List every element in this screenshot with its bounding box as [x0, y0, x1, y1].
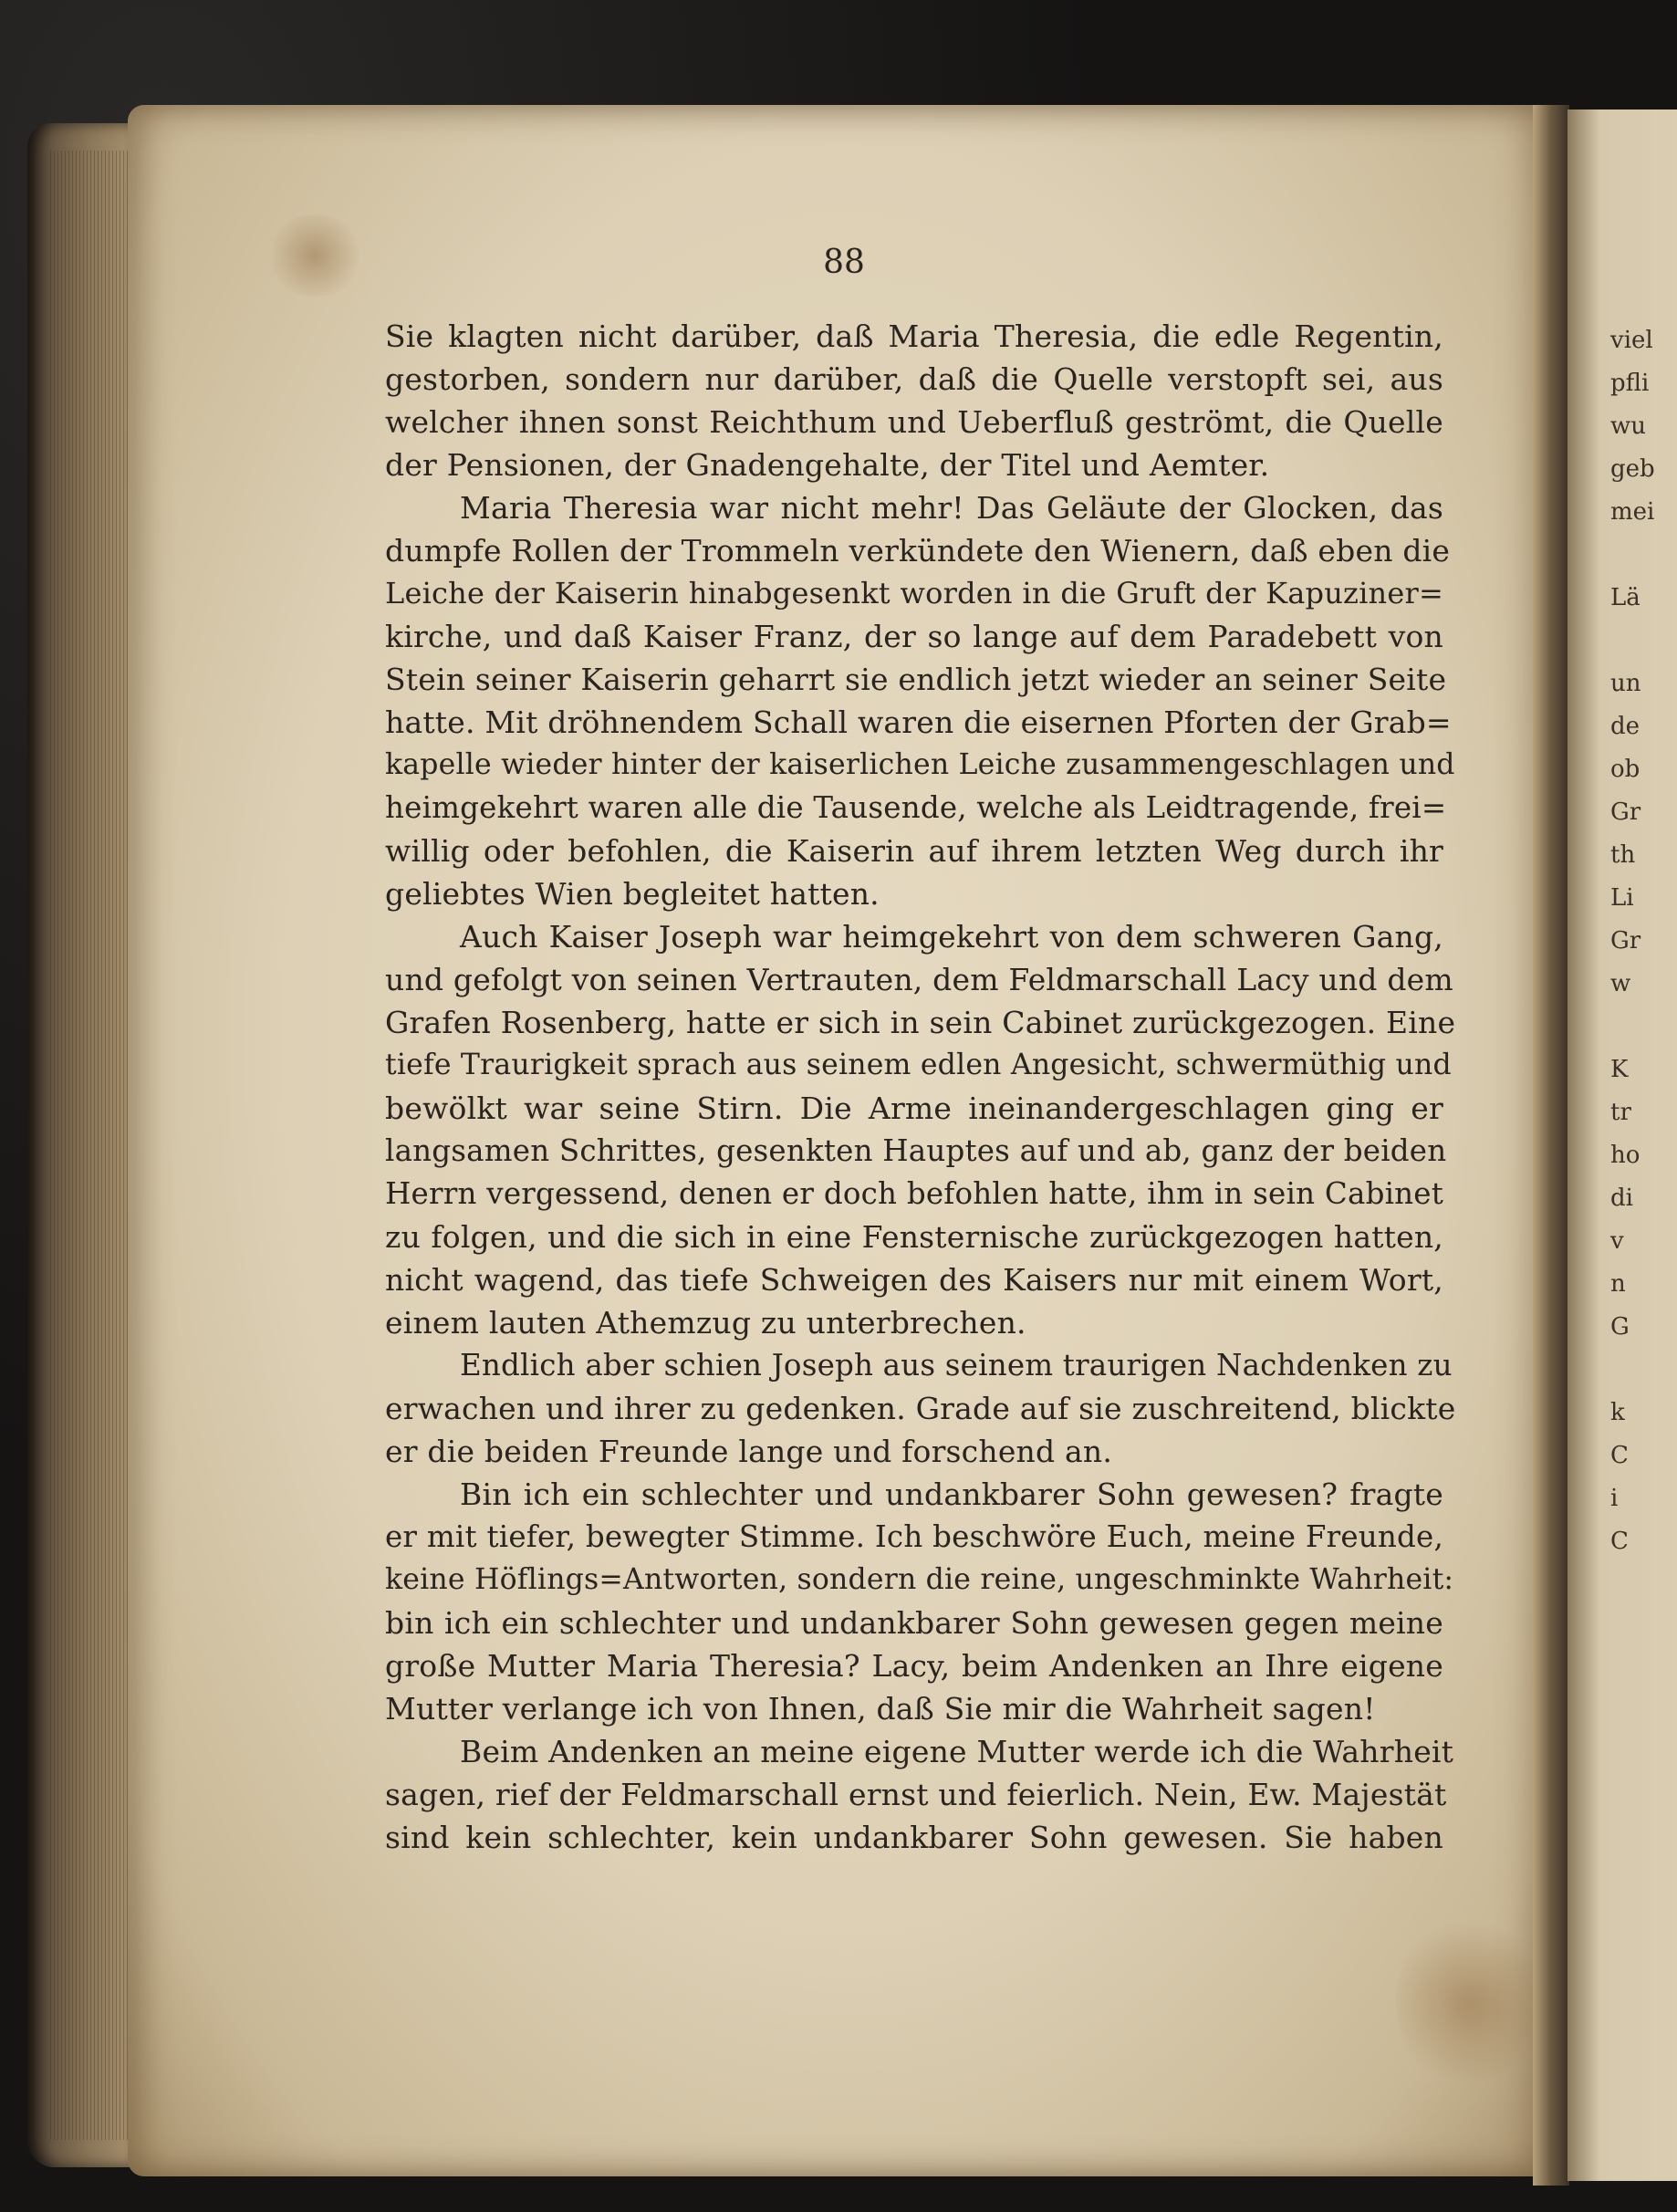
- right-page-fragment: C: [1610, 1528, 1629, 1555]
- text-line: Herrn vergessend, denen er doch befohlen hatte, ihm in sein Cabinet: [385, 1176, 1443, 1211]
- right-page-fragment: C: [1610, 1442, 1629, 1469]
- right-page-fragment: Lä: [1610, 584, 1641, 611]
- text-line: sind kein schlechter, kein undankbarer Sohn gewesen. Sie haben: [385, 1820, 1443, 1855]
- right-page-fragment: de: [1610, 713, 1641, 740]
- right-page-fragment: Li: [1610, 884, 1634, 912]
- text-line: geliebtes Wien begleitet hatten.: [385, 876, 880, 912]
- right-page-fragment: ho: [1610, 1142, 1641, 1169]
- text-line: der Pensionen, der Gnadengehalte, der Titel und Aemter.: [385, 447, 1270, 483]
- right-page-fragment: pfli: [1610, 370, 1650, 397]
- right-page-fragment: [1610, 620, 1647, 663]
- text-line: dumpfe Rollen der Trommeln verkündete den Wienern, daß eben die: [385, 533, 1451, 569]
- text-line: einem lauten Athemzug zu unterbrechen.: [385, 1305, 1026, 1341]
- book-gutter: [1533, 105, 1569, 2186]
- right-page-fragment: geb: [1610, 455, 1655, 483]
- right-page-fragment: w: [1610, 970, 1631, 997]
- text-line: sagen, rief der Feldmarschall ernst und feierlich. Nein, Ew. Majestät: [385, 1777, 1447, 1812]
- text-line: Mutter verlange ich von Ihnen, daß Sie mir die Wahrheit sagen!: [385, 1691, 1376, 1727]
- right-page-fragment: th: [1610, 841, 1636, 869]
- text-line: hatte. Mit dröhnendem Schall waren die eisernen Pforten der Grab=: [385, 704, 1452, 740]
- right-page-fragment: [1610, 534, 1647, 577]
- right-page-fragment: [1610, 1349, 1647, 1392]
- right-page-fragment: Gr: [1610, 798, 1641, 826]
- right-page-fragment: i: [1610, 1485, 1619, 1512]
- text-line: tiefe Traurigkeit sprach aus seinem edlen Angesicht, schwermüthig und: [385, 1049, 1452, 1081]
- text-line: heimgekehrt waren alle die Tausende, welche als Leidtragende, frei=: [385, 790, 1447, 825]
- text-line: bewölkt war seine Stirn. Die Arme ineinandergeschlagen ging er: [385, 1090, 1443, 1126]
- text-line: keine Höflings=Antworten, sondern die reine, ungeschminkte Wahrheit:: [385, 1563, 1454, 1596]
- text-line: Auch Kaiser Joseph war heimgekehrt von dem schweren Gang,: [460, 919, 1443, 955]
- right-page-fragment: Gr: [1610, 927, 1641, 955]
- text-line: er mit tiefer, bewegter Stimme. Ich beschwöre Euch, meine Freunde,: [385, 1519, 1443, 1554]
- right-page-fragment: K: [1610, 1056, 1629, 1083]
- text-line: gestorben, sondern nur darüber, daß die Quelle verstopft sei, aus: [385, 361, 1443, 397]
- text-line: bin ich ein schlechter und undankbarer Sohn gewesen gegen meine: [385, 1605, 1443, 1641]
- text-line: Stein seiner Kaiserin geharrt sie endlich jetzt wieder an seiner Seite: [385, 662, 1447, 697]
- text-line: Beim Andenken an meine eigene Mutter werde ich die Wahrheit: [460, 1734, 1454, 1769]
- text-line: kirche, und daß Kaiser Franz, der so lange auf dem Paradebett von: [385, 619, 1443, 654]
- right-page-fragment: un: [1610, 670, 1641, 697]
- right-page-fragment: [1610, 1006, 1647, 1049]
- text-line: welcher ihnen sonst Reichthum und Ueberfluß geströmt, die Quelle: [385, 404, 1443, 440]
- right-page-fragment: mei: [1610, 498, 1655, 526]
- text-line: Leiche der Kaiserin hinabgesenkt worden in die Gruft der Kapuziner=: [385, 576, 1443, 610]
- text-line: Bin ich ein schlechter und undankbarer Sohn gewesen? fragte: [460, 1476, 1443, 1512]
- right-page-fragment: wu: [1610, 412, 1646, 440]
- text-line: große Mutter Maria Theresia? Lacy, beim Andenken an Ihre eigene: [385, 1648, 1443, 1684]
- right-page-fragment: n: [1610, 1270, 1626, 1298]
- body-text: [385, 315, 1456, 1859]
- page-number: 88: [823, 244, 865, 281]
- text-line: Sie klagten nicht darüber, daß Maria Theresia, die edle Regentin,: [385, 318, 1443, 354]
- right-page-fragment: viel: [1610, 327, 1653, 354]
- right-page-fragment: ob: [1610, 756, 1641, 783]
- text-line: Maria Theresia war nicht mehr! Das Geläute der Glocken, das: [460, 490, 1443, 526]
- text-line: langsamen Schrittes, gesenkten Hauptes auf und ab, ganz der beiden: [385, 1133, 1447, 1168]
- text-line: zu folgen, und die sich in eine Fensternische zurückgezogen hatten,: [385, 1219, 1443, 1255]
- text-line: und gefolgt von seinen Vertrauten, dem Feldmarschall Lacy und dem: [385, 962, 1453, 997]
- text-line: Grafen Rosenberg, hatte er sich in sein Cabinet zurückgezogen. Eine: [385, 1005, 1456, 1040]
- right-page-fragment: di: [1610, 1184, 1633, 1212]
- text-line: kapelle wieder hinter der kaiserlichen Leiche zusammengeschlagen und: [385, 748, 1455, 781]
- text-line: willig oder befohlen, die Kaiserin auf ihrem letzten Weg durch ihr: [385, 833, 1443, 869]
- right-page-fragment: tr: [1610, 1099, 1631, 1126]
- text-line: nicht wagend, das tiefe Schweigen des Kaisers nur mit einem Wort,: [385, 1262, 1443, 1298]
- page-stain: [1396, 1912, 1542, 2094]
- text-line: Endlich aber schien Joseph aus seinem traurigen Nachdenken zu: [460, 1348, 1453, 1382]
- text-line: erwachen und ihrer zu gedenken. Grade auf sie zuschreitend, blickte: [385, 1391, 1456, 1426]
- right-page-fragment: k: [1610, 1399, 1625, 1426]
- right-page-fragment: G: [1610, 1313, 1630, 1341]
- text-line: er die beiden Freunde lange und forschend an.: [385, 1434, 1113, 1469]
- right-page-fragments: [1610, 319, 1655, 1563]
- right-page-fragment: v: [1610, 1227, 1624, 1255]
